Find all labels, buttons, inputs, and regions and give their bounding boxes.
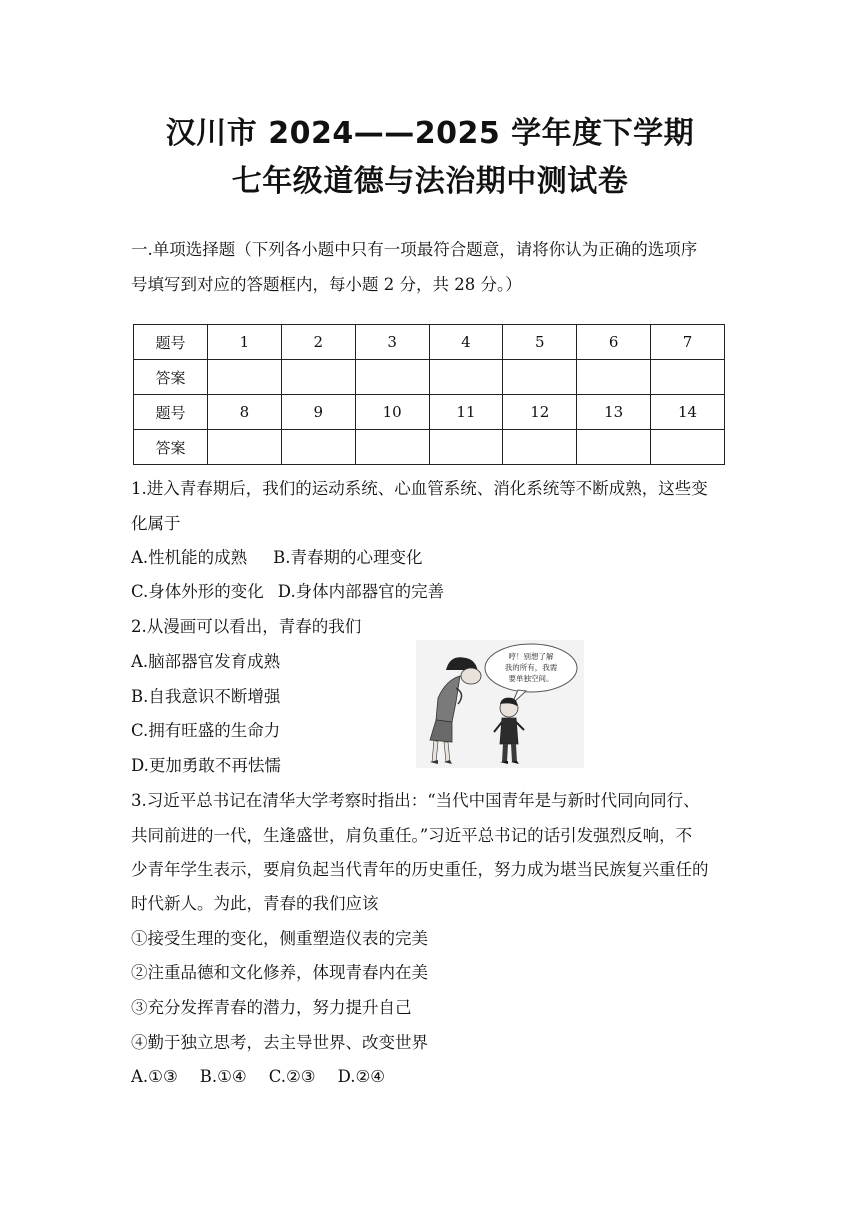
answer-label: 答案 — [134, 430, 208, 465]
q1-options-row2 — [131, 582, 444, 602]
question-number-cell: 4 — [429, 325, 503, 360]
q3-statement-1: ①接受生理的变化，侧重塑造仪表的完美 — [131, 929, 428, 948]
answer-cell[interactable] — [429, 360, 503, 395]
section-instruction-line1: 一.单项选择题（下列各小题中只有一项最符合题意，请将你认为正确的选项序 — [131, 240, 698, 259]
question-number-cell: 12 — [503, 395, 577, 430]
q3-stem-line4: 时代新人。为此，青春的我们应该 — [131, 894, 379, 913]
question-number-cell: 13 — [577, 395, 651, 430]
q3-option-b: B.①④ — [199, 1067, 247, 1086]
answer-cell[interactable] — [503, 430, 577, 465]
q3-statement-2: ②注重品德和文化修养，体现青春内在美 — [131, 963, 428, 982]
answer-cell[interactable] — [281, 430, 355, 465]
answer-cell[interactable] — [355, 360, 429, 395]
question-number-cell: 11 — [429, 395, 503, 430]
q2-option-a: A.脑部器官发育成熟 — [131, 652, 281, 671]
q3-option-a: A.①③ — [131, 1067, 178, 1086]
question-number-cell: 14 — [651, 395, 725, 430]
q3-option-d: D.②④ — [337, 1067, 386, 1086]
answer-cell[interactable] — [577, 360, 651, 395]
answer-table-answer-row-1 — [134, 360, 725, 395]
q2-stem: 2.从漫画可以看出，青春的我们 — [131, 617, 362, 636]
q3-stem-line3: 少青年学生表示，要肩负起当代青年的历史重任，努力成为堪当民族复兴重任的 — [131, 860, 709, 879]
answer-cell[interactable] — [281, 360, 355, 395]
q1-options-row1 — [131, 548, 423, 568]
answer-cell[interactable] — [577, 430, 651, 465]
answer-cell[interactable] — [429, 430, 503, 465]
question-number-cell: 1 — [208, 325, 282, 360]
q1-option-c: C.身体外形的变化 — [131, 582, 264, 601]
answer-table-number-row-1 — [134, 325, 725, 360]
q1-stem-line1: 1.进入青春期后，我们的运动系统、心血管系统、消化系统等不断成熟，这些变 — [131, 479, 708, 498]
number-label: 题号 — [134, 395, 208, 430]
question-number-cell: 7 — [651, 325, 725, 360]
question-number-cell: 9 — [281, 395, 355, 430]
q2-option-b: B.自我意识不断增强 — [131, 687, 281, 706]
q3-option-c: C.②③ — [268, 1067, 316, 1086]
q2-option-d: D.更加勇敢不再怯懦 — [131, 756, 281, 775]
question-number-cell: 8 — [208, 395, 282, 430]
q1-option-d: D.身体内部器官的完善 — [277, 582, 445, 601]
answer-label: 答案 — [134, 360, 208, 395]
answer-cell[interactable] — [208, 360, 282, 395]
cartoon-image — [416, 640, 584, 768]
cartoon-bubble-line3: 要单独空间。 — [508, 674, 554, 683]
section-instruction-line2: 号填写到对应的答题框内，每小题 2 分，共 28 分。） — [131, 275, 522, 294]
number-label: 题号 — [134, 325, 208, 360]
exam-title-line1: 汉川市 2024——2025 学年度下学期 — [165, 116, 695, 151]
question-number-cell: 5 — [503, 325, 577, 360]
answer-cell[interactable] — [651, 430, 725, 465]
question-number-cell: 2 — [281, 325, 355, 360]
answer-cell[interactable] — [355, 430, 429, 465]
question-number-cell: 3 — [355, 325, 429, 360]
q1-stem-line2: 化属于 — [131, 514, 181, 533]
q3-statement-3: ③充分发挥青春的潜力，努力提升自己 — [131, 998, 412, 1017]
q3-stem-line1: 3.习近平总书记在清华大学考察时指出：“当代中国青年是与新时代同向同行、 — [131, 791, 700, 810]
question-number-cell: 6 — [577, 325, 651, 360]
question-number-cell: 10 — [355, 395, 429, 430]
q3-statement-4: ④勤于独立思考，去主导世界、改变世界 — [131, 1033, 428, 1052]
q1-option-a: A.性机能的成熟 — [131, 548, 248, 567]
exam-title-line2: 七年级道德与法治期中测试卷 — [231, 164, 629, 199]
q1-option-b: B.青春期的心理变化 — [273, 548, 423, 567]
answer-table-answer-row-2 — [134, 430, 725, 465]
answer-cell[interactable] — [208, 430, 282, 465]
answer-table — [133, 324, 725, 465]
q2-option-c: C.拥有旺盛的生命力 — [131, 721, 281, 740]
answer-cell[interactable] — [651, 360, 725, 395]
q3-stem-line2: 共同前进的一代，生逢盛世，肩负重任。”习近平总书记的话引发强烈反响，不 — [131, 826, 693, 845]
answer-table-number-row-2 — [134, 395, 725, 430]
cartoon-bubble-line1: 哼！别想了解 — [508, 652, 554, 661]
answer-cell[interactable] — [503, 360, 577, 395]
cartoon-bubble-line2: 我的所有，我需 — [504, 663, 558, 672]
q3-options-row — [131, 1067, 385, 1087]
